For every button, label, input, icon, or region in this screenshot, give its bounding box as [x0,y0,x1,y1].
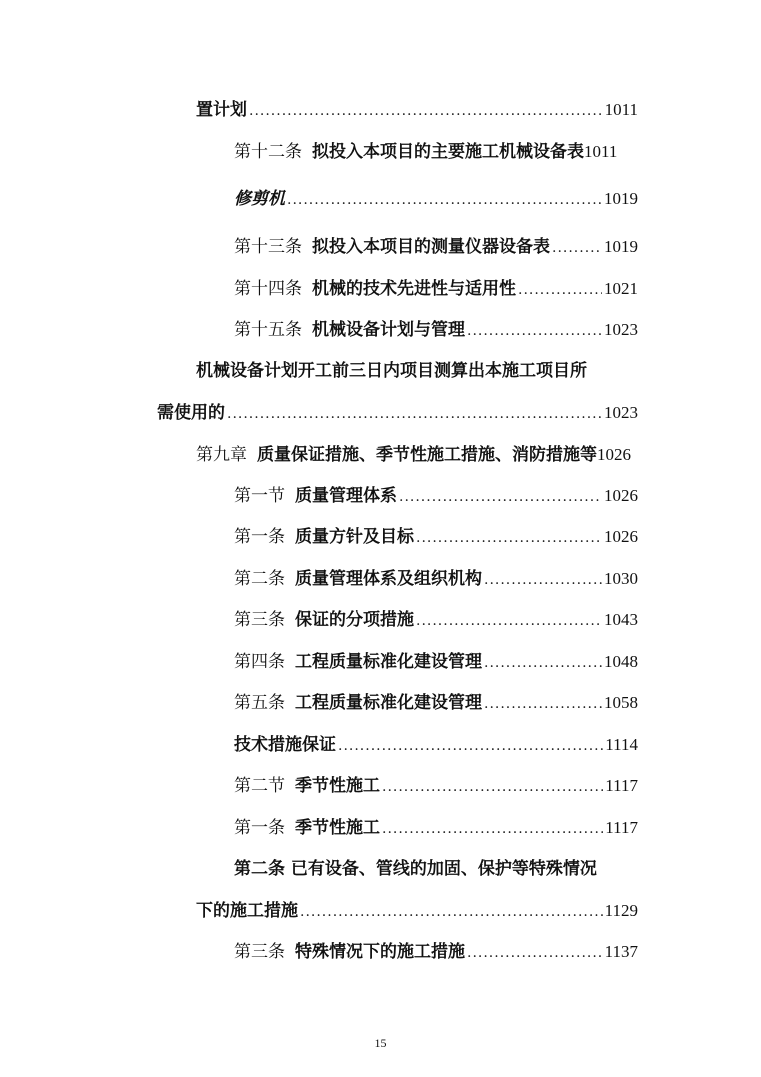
toc-entry-number: 第十五条 [234,320,302,340]
toc-entry[interactable] [234,647,638,677]
toc-entry-number: 第九章 [196,445,247,465]
page-number: 15 [374,1036,387,1050]
toc-entry-title: 技术措施保证 [234,735,336,755]
toc-entry-page: 1117 [605,818,638,837]
toc-entry-page: 1011 [584,142,618,161]
toc-entry-title: 质量管理体系及组织机构 [295,569,482,589]
toc-entry-page: 1023 [604,320,638,339]
toc-entry-title: 质量方针及目标 [295,527,414,547]
dot-leader [300,897,603,927]
dot-leader [382,814,603,844]
toc-entry-title: 置计划 [196,100,247,120]
toc-entry-number: 第十二条 [234,142,302,162]
dot-leader [484,648,602,678]
toc-entry-page: 1117 [605,776,638,795]
dot-leader [249,96,603,126]
toc-entry[interactable] [234,771,638,801]
toc-entry-number: 第五条 [234,693,285,713]
toc-entry-number: 第十三条 [234,237,302,257]
dot-leader [518,275,602,305]
toc-entry-number: 第二节 [234,776,285,796]
toc-entry-title: 拟投入本项目的主要施工机械设备表 [312,142,584,162]
dot-leader [416,606,602,636]
toc-entry-page: 1019 [604,189,638,208]
toc-entry-title: 特殊情况下的施工措施 [295,942,465,962]
toc-entry-title: 机械的技术先进性与适用性 [312,279,516,299]
toc-entry[interactable] [234,137,664,167]
dot-leader [467,316,602,346]
toc-entry-wrapped-line[interactable]: 机械设备计划开工前三日内项目测算出本施工项目所 [196,361,587,381]
toc-entry-number: 第十四条 [234,279,302,299]
toc-entry-page: 1026 [597,445,631,464]
toc-entry-title: 工程质量标准化建设管理 [295,652,482,672]
toc-entry[interactable] [196,95,638,125]
toc-entry-number: 第一条 [234,527,285,547]
toc-entry[interactable] [234,937,638,967]
dot-leader [552,233,602,263]
toc-entry-title: 保证的分项措施 [295,610,414,630]
dot-leader [484,565,602,595]
toc-entry-number: 第一节 [234,486,285,506]
toc-entry-wrapped-line[interactable]: 第二条 已有设备、管线的加固、保护等特殊情况 [234,859,597,879]
toc-entry-page: 1019 [604,237,638,256]
dot-leader [416,523,602,553]
toc-entry[interactable] [234,274,638,304]
toc-entry-title: 质量保证措施、季节性施工措施、消防措施等 [257,445,597,465]
toc-entry-page: 1021 [604,279,638,298]
toc-entry-page: 1026 [604,527,638,546]
toc-entry-title: 需使用的 [157,403,225,423]
dot-leader [399,482,602,512]
toc-entry-page: 1129 [604,901,638,920]
toc-entry-title: 季节性施工 [295,818,380,838]
toc-entry-title: 工程质量标准化建设管理 [295,693,482,713]
toc-entry-page: 1011 [604,100,638,119]
dot-leader [338,731,603,761]
toc-entry-title: 季节性施工 [295,776,380,796]
toc-chapter-entry[interactable] [196,440,674,470]
toc-entry[interactable] [196,896,638,926]
dot-leader [287,185,602,215]
toc-entry-title: 修剪机 [234,189,285,209]
dot-leader [227,399,602,429]
toc-entry-number: 第四条 [234,652,285,672]
toc-entry[interactable] [234,605,638,635]
toc-entry-title: 拟投入本项目的测量仪器设备表 [312,237,550,257]
toc-entry[interactable] [234,730,638,760]
toc-entry-page: 1043 [604,610,638,629]
toc-entry-number: 第二条 [234,569,285,589]
toc-entry[interactable] [234,813,638,843]
toc-entry[interactable] [234,564,638,594]
toc-entry-page: 1058 [604,693,638,712]
dot-leader [467,938,603,968]
toc-entry-page: 1048 [604,652,638,671]
toc-entry[interactable] [234,688,638,718]
toc-entry-title: 质量管理体系 [295,486,397,506]
toc-entry[interactable] [157,398,638,428]
toc-entry[interactable] [234,522,638,552]
toc-entry[interactable] [234,232,638,262]
toc-entry-number: 第三条 [234,942,285,962]
dot-leader [382,772,603,802]
toc-entry-page: 1114 [605,735,638,754]
toc-entry-page: 1026 [604,486,638,505]
toc-entry-title: 下的施工措施 [196,901,298,921]
toc-entry[interactable] [234,184,638,214]
toc-entry-page: 1023 [604,403,638,422]
dot-leader [484,689,602,719]
toc-entry[interactable] [234,315,638,345]
toc-entry-page: 1030 [604,569,638,588]
toc-entry[interactable] [234,481,638,511]
toc-entry-number: 第三条 [234,610,285,630]
toc-entry-number: 第一条 [234,818,285,838]
toc-entry-title: 机械设备计划与管理 [312,320,465,340]
toc-entry-page: 1137 [604,942,638,961]
